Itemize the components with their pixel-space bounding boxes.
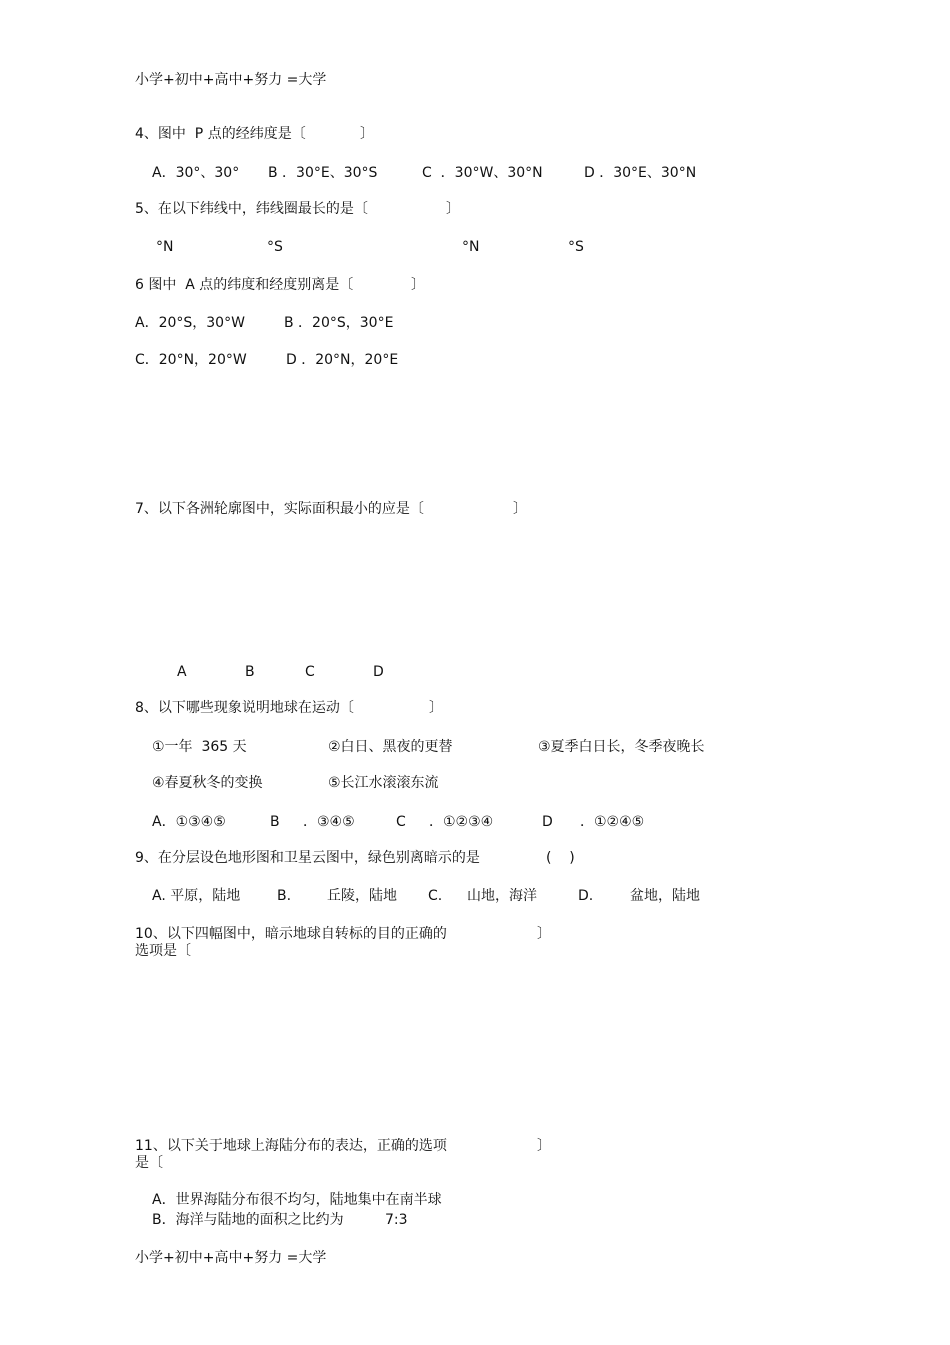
question-8-bracket: 〕 <box>429 700 443 716</box>
question-7-label-b: B <box>245 664 255 680</box>
question-4-option-c: C ．30°W、30°N <box>422 165 543 181</box>
question-5-fragment-4: °S <box>568 239 584 255</box>
question-6-option-c: C．20°N，20°W <box>135 352 247 368</box>
question-8-item-4: ④春夏秋冬的变换 <box>152 775 263 791</box>
page-footer: 小学+初中+高中+努力 =大学 <box>135 1250 327 1266</box>
question-6-stem: 6 图中 A 点的纬度和经度别离是〔 <box>135 277 354 293</box>
question-10-bracket: 〕 <box>537 926 551 942</box>
question-8-item-3: ③夏季白日长，冬季夜晚长 <box>538 739 705 755</box>
question-5-stem: 5、在以下纬线中，纬线圈最长的是〔 <box>135 201 368 217</box>
question-8-item-2: ②白日、黑夜的更替 <box>328 739 453 755</box>
question-8-option-c-value: ．①②③④ <box>429 814 494 830</box>
question-11-bracket: 〕 <box>537 1138 551 1154</box>
question-7-label-d: D <box>373 664 384 680</box>
question-4-option-d: D ．30°E、30°N <box>584 165 697 181</box>
question-7-label-c: C <box>305 664 315 680</box>
question-5-fragment-2: °S <box>267 239 283 255</box>
question-7-bracket: 〕 <box>513 501 527 517</box>
question-11-option-b: B．海洋与陆地的面积之比约为 <box>152 1212 344 1228</box>
question-6-bracket: 〕 <box>411 277 425 293</box>
page-header: 小学+初中+高中+努力 =大学 <box>135 72 327 88</box>
question-9-option-b-letter: B. <box>277 888 292 904</box>
question-8-option-c-letter: C <box>396 814 406 830</box>
question-10-stem-line-1: 10、以下四幅图中，暗示地球自转标的目的正确的 <box>135 926 447 942</box>
question-5-fragment-3: °N <box>462 239 480 255</box>
question-7-stem: 7、以下各洲轮廓图中，实际面积最小的应是〔 <box>135 501 424 517</box>
question-4-stem: 4、图中 P 点的经纬度是〔 <box>135 126 306 142</box>
question-11-stem-line-1: 11、以下关于地球上海陆分布的表达，正确的选项 <box>135 1138 447 1154</box>
question-9-option-c-value: 山地，海洋 <box>467 888 537 904</box>
question-11-option-a: A．世界海陆分布很不均匀，陆地集中在南半球 <box>152 1192 442 1208</box>
question-6-option-a: A．20°S，30°W <box>135 315 245 331</box>
question-9-stem: 9、在分层设色地形图和卫星云图中，绿色别离暗示的是 <box>135 850 480 866</box>
question-11-option-b-value: 7:3 <box>385 1212 408 1228</box>
question-4-bracket: 〕 <box>360 126 374 142</box>
question-9-option-d-value: 盆地，陆地 <box>630 888 700 904</box>
question-9-option-b-value: 丘陵，陆地 <box>327 888 397 904</box>
question-4-option-b: B ．30°E、30°S <box>268 165 378 181</box>
question-8-option-b-value: ．③④⑤ <box>303 814 355 830</box>
question-10-stem-line-2: 选项是〔 <box>135 943 191 959</box>
question-8-option-b-letter: B <box>270 814 280 830</box>
question-4-option-a: A．30°、30° <box>152 165 240 181</box>
question-11-stem-line-2: 是〔 <box>135 1155 163 1171</box>
question-8-item-5: ⑤长江水滚滚东流 <box>328 775 439 791</box>
question-8-stem: 8、以下哪些现象说明地球在运动〔 <box>135 700 354 716</box>
question-9-option-d-letter: D. <box>578 888 594 904</box>
question-8-option-d-value: ．①②④⑤ <box>580 814 645 830</box>
question-5-fragment-1: °N <box>156 239 174 255</box>
question-5-bracket: 〕 <box>446 201 460 217</box>
question-6-option-d: D ．20°N，20°E <box>286 352 399 368</box>
question-8-option-a: A．①③④⑤ <box>152 814 226 830</box>
question-9-option-c-letter: C. <box>428 888 443 904</box>
question-7-label-a: A <box>177 664 187 680</box>
question-9-option-a: A. 平原，陆地 <box>152 888 241 904</box>
question-8-item-1: ①一年 365 天 <box>152 739 247 755</box>
question-9-paren: ( ) <box>546 850 575 866</box>
question-6-option-b: B ．20°S，30°E <box>284 315 394 331</box>
question-8-option-d-letter: D <box>542 814 553 830</box>
